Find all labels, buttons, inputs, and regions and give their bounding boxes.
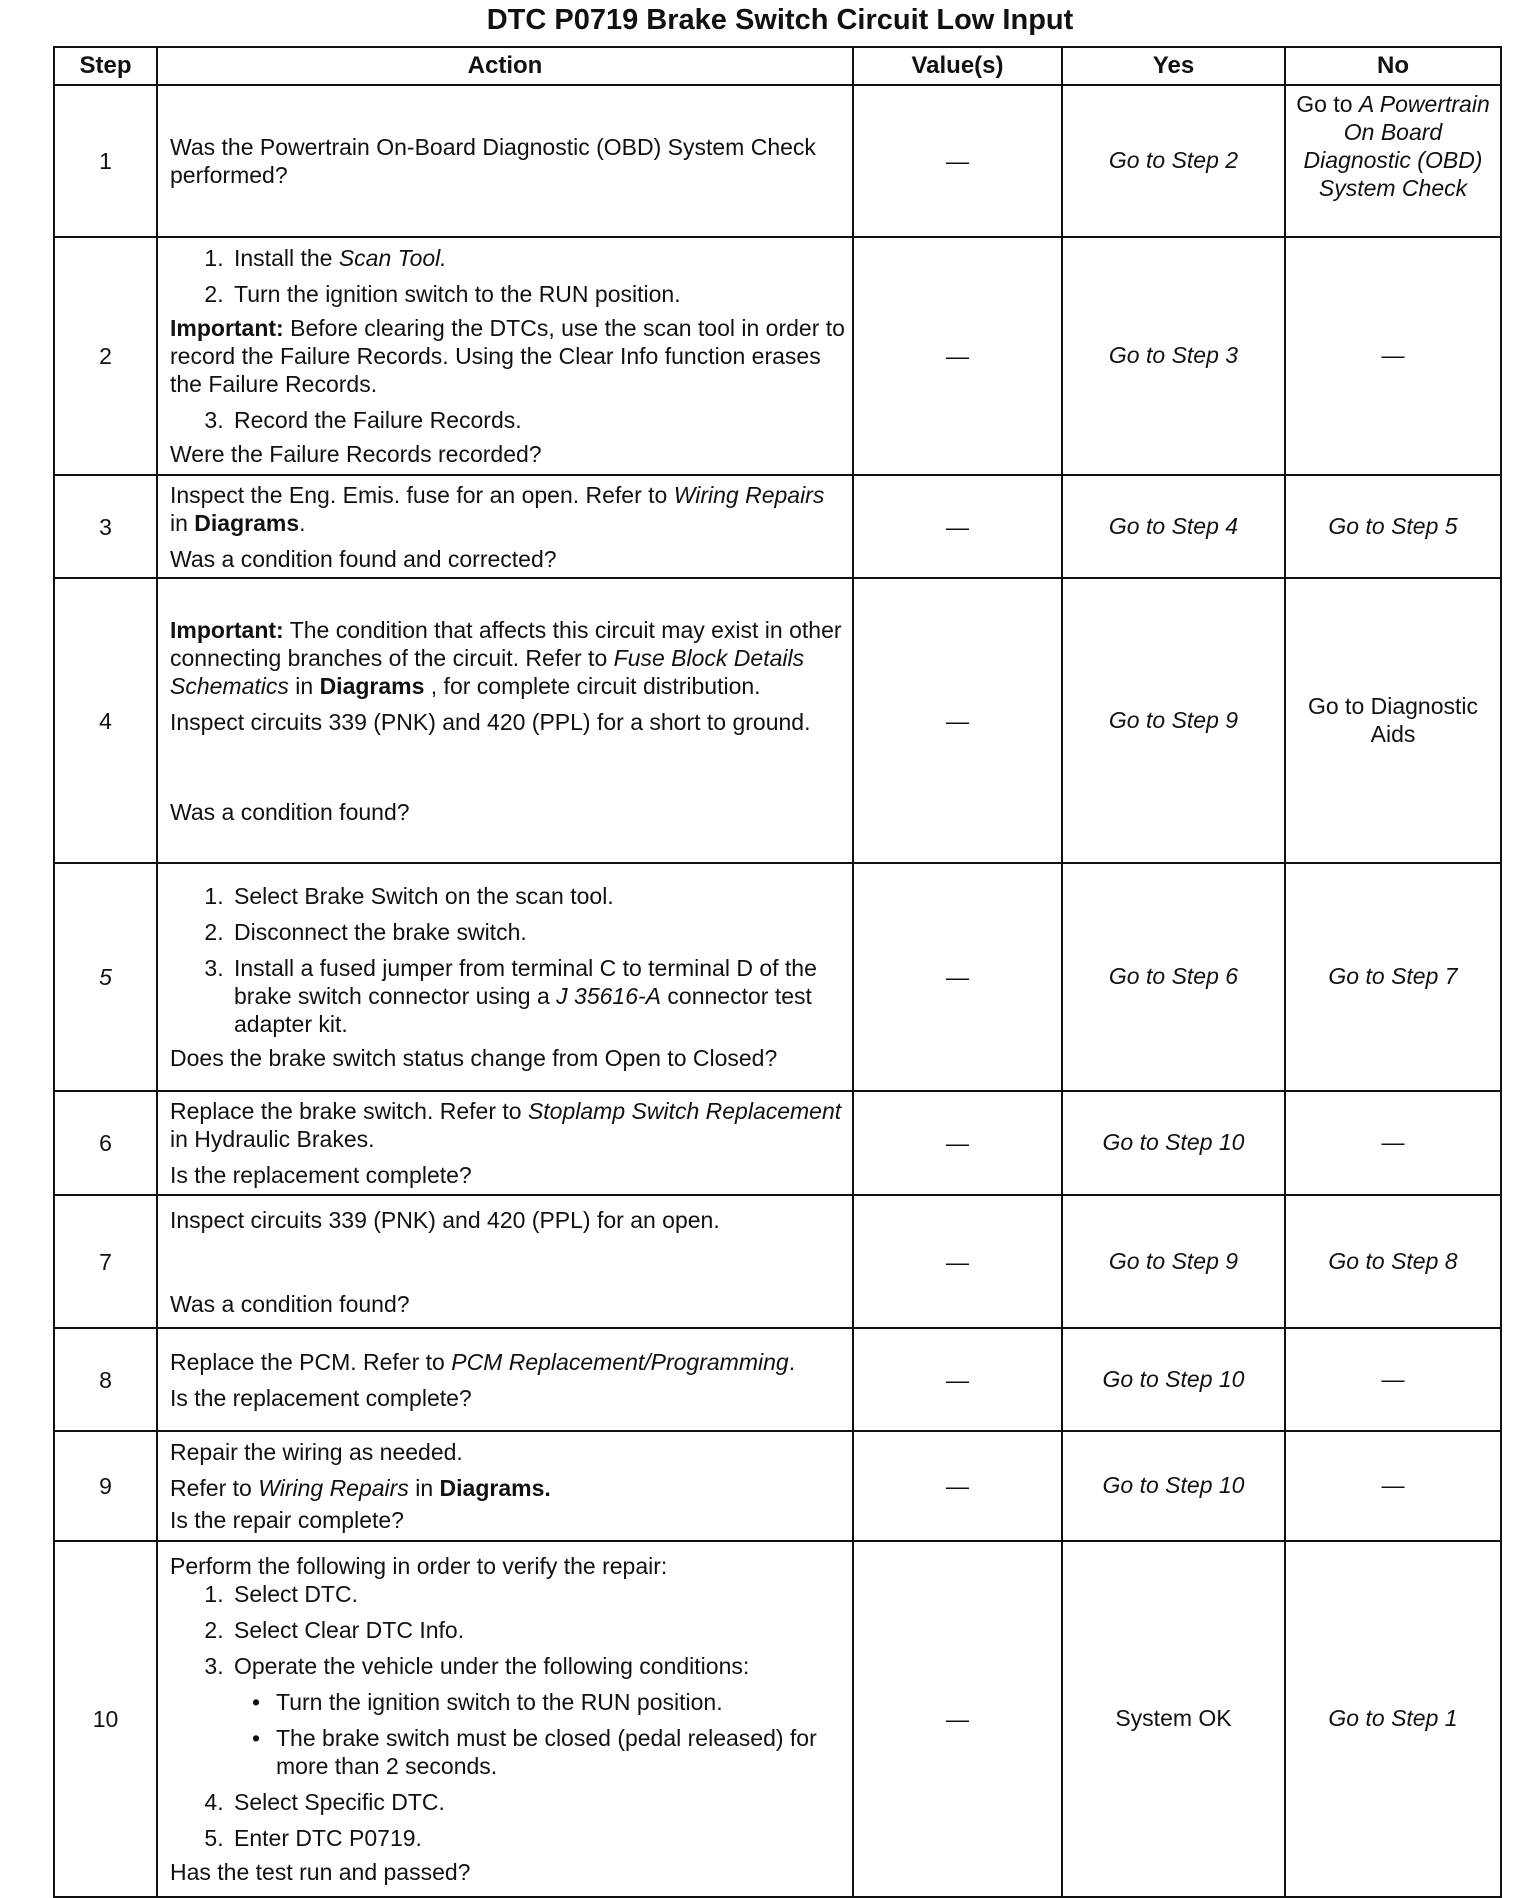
action-cell — [157, 863, 853, 1091]
action-cell — [157, 1431, 853, 1541]
value-cell: — — [853, 1328, 1062, 1431]
no-text: Go to — [1296, 91, 1359, 117]
value-cell: — — [853, 1431, 1062, 1541]
action-text: Perform the following in order to verify the repair: — [170, 1553, 668, 1579]
question: Was a condition found and corrected? — [170, 545, 557, 572]
important-note: Important: The condition that affects this circuit may exist in other connecting branches of the circuit. Refer to Fuse Block Details Schematics in Diagrams , for complete circuit distribution. — [170, 616, 842, 699]
list-item: • The brake switch must be closed (pedal released) for more than 2 seconds. — [272, 1724, 846, 1780]
yes-cell: Go to Step 9 — [1062, 1195, 1285, 1328]
action-text: Replace the PCM. Refer to PCM Replacement/Programming. — [170, 1348, 796, 1375]
no-cell: Go to Step 8 — [1285, 1195, 1501, 1328]
question: Is the repair complete? — [170, 1507, 404, 1533]
question: Were the Failure Records recorded? — [170, 441, 542, 467]
no-cell: — — [1285, 237, 1501, 475]
value-cell: — — [853, 475, 1062, 578]
no-link: A Powertrain On Board Diagnostic (OBD) System Check — [1303, 91, 1490, 201]
step-number: 3 — [54, 475, 157, 578]
list-item: 3. Record the Failure Records. — [230, 406, 846, 434]
list-item: 2. Turn the ignition switch to the RUN position. — [230, 280, 846, 308]
yes-cell: Go to Step 4 — [1062, 475, 1285, 578]
step-number: 8 — [54, 1328, 157, 1431]
list-item: 5. Enter DTC P0719. — [230, 1824, 846, 1852]
diagnostic-table — [53, 46, 1502, 1898]
yes-cell: Go to Step 10 — [1062, 1091, 1285, 1195]
action-cell — [157, 1091, 853, 1195]
header-step: Step — [54, 47, 157, 85]
value-cell: — — [853, 863, 1062, 1091]
table-row — [54, 85, 1501, 237]
step-number: 2 — [54, 237, 157, 475]
header-values: Value(s) — [853, 47, 1062, 85]
step-number: 10 — [54, 1541, 157, 1897]
no-cell: Go to Step 7 — [1285, 863, 1501, 1091]
action-text: Inspect circuits 339 (PNK) and 420 (PPL) for an open. — [170, 1206, 720, 1233]
table-row — [54, 475, 1501, 578]
value-cell: — — [853, 85, 1062, 237]
no-cell: Go to Diagnostic Aids — [1285, 578, 1501, 863]
value-cell: — — [853, 1195, 1062, 1328]
action-cell — [157, 85, 853, 237]
no-cell: — — [1285, 1091, 1501, 1195]
yes-cell: Go to Step 10 — [1062, 1431, 1285, 1541]
list-item: 2. Select Clear DTC Info. — [230, 1616, 846, 1644]
step-number: 6 — [54, 1091, 157, 1195]
action-cell — [157, 1195, 853, 1328]
table-row — [54, 237, 1501, 475]
value-cell: — — [853, 1091, 1062, 1195]
condition-list — [234, 1688, 846, 1780]
value-cell: — — [853, 237, 1062, 475]
yes-cell: Go to Step 10 — [1062, 1328, 1285, 1431]
yes-cell: Go to Step 9 — [1062, 578, 1285, 863]
action-cell — [157, 1328, 853, 1431]
action-cell — [157, 578, 853, 863]
list-item: 1. Install the Scan Tool. — [230, 244, 846, 272]
no-cell: — — [1285, 1328, 1501, 1431]
action-list — [170, 244, 846, 308]
step-number: 1 — [54, 85, 157, 237]
value-cell: — — [853, 578, 1062, 863]
list-item: 3. Operate the vehicle under the following conditions: • Turn the ignition switch to the RUN position. • The brake switch must be closed (pedal released) for more than 2 seconds. — [230, 1652, 846, 1780]
question: Was a condition found? — [170, 1290, 410, 1317]
action-text: Refer to Wiring Repairs in Diagrams. — [170, 1475, 551, 1501]
action-list — [170, 406, 846, 434]
yes-cell: Go to Step 6 — [1062, 863, 1285, 1091]
step-number: 4 — [54, 578, 157, 863]
header-no: No — [1285, 47, 1501, 85]
yes-cell: Go to Step 2 — [1062, 85, 1285, 237]
question: Does the brake switch status change from Open to Closed? — [170, 1045, 778, 1071]
no-cell: Go to Step 5 — [1285, 475, 1501, 578]
important-note: Important: Before clearing the DTCs, use the scan tool in order to record the Failure Records. Using the Clear Info function erases the Failure Records. — [170, 315, 845, 397]
action-text: Replace the brake switch. Refer to Stoplamp Switch Replacement in Hydraulic Brakes. — [170, 1098, 842, 1152]
question: Is the replacement complete? — [170, 1384, 472, 1411]
step-number: 9 — [54, 1431, 157, 1541]
list-item: 2. Disconnect the brake switch. — [230, 918, 846, 946]
no-cell — [1285, 85, 1501, 237]
page-title: DTC P0719 Brake Switch Circuit Low Input — [486, 4, 1074, 36]
question: Was a condition found? — [170, 798, 410, 825]
list-item: 1. Select Brake Switch on the scan tool. — [230, 882, 846, 910]
list-item: • Turn the ignition switch to the RUN position. — [272, 1688, 846, 1716]
action-text: Repair the wiring as needed. — [170, 1439, 463, 1465]
table-row — [54, 1328, 1501, 1431]
action-text: Inspect circuits 339 (PNK) and 420 (PPL) for a short to ground. — [170, 708, 811, 735]
list-item: 1. Select DTC. — [230, 1580, 846, 1608]
action-text: Inspect the Eng. Emis. fuse for an open. Refer to Wiring Repairs in Diagrams. — [170, 481, 825, 536]
action-list — [170, 882, 846, 1038]
table-row — [54, 1431, 1501, 1541]
table-row — [54, 863, 1501, 1091]
header-yes: Yes — [1062, 47, 1285, 85]
action-cell — [157, 1541, 853, 1897]
no-cell: Go to Step 1 — [1285, 1541, 1501, 1897]
question: Has the test run and passed? — [170, 1859, 471, 1885]
header-action: Action — [157, 47, 853, 85]
table-row — [54, 1091, 1501, 1195]
no-cell: — — [1285, 1431, 1501, 1541]
action-text: Was the Powertrain On-Board Diagnostic (OBD) System Check performed? — [170, 134, 816, 188]
value-cell: — — [853, 1541, 1062, 1897]
question: Is the replacement complete? — [170, 1162, 472, 1188]
table-row — [54, 1541, 1501, 1897]
header-row — [54, 47, 1501, 85]
yes-cell: System OK — [1062, 1541, 1285, 1897]
table-row — [54, 578, 1501, 863]
list-item: 3. Install a fused jumper from terminal C to terminal D of the brake switch connector using a J 35616-A connector test adapter kit. — [230, 954, 846, 1038]
list-item: 4. Select Specific DTC. — [230, 1788, 846, 1816]
action-list — [170, 1580, 846, 1852]
action-cell — [157, 237, 853, 475]
table-row — [54, 1195, 1501, 1328]
step-number: 5 — [54, 863, 157, 1091]
yes-cell: Go to Step 3 — [1062, 237, 1285, 475]
step-number: 7 — [54, 1195, 157, 1328]
action-cell — [157, 475, 853, 578]
